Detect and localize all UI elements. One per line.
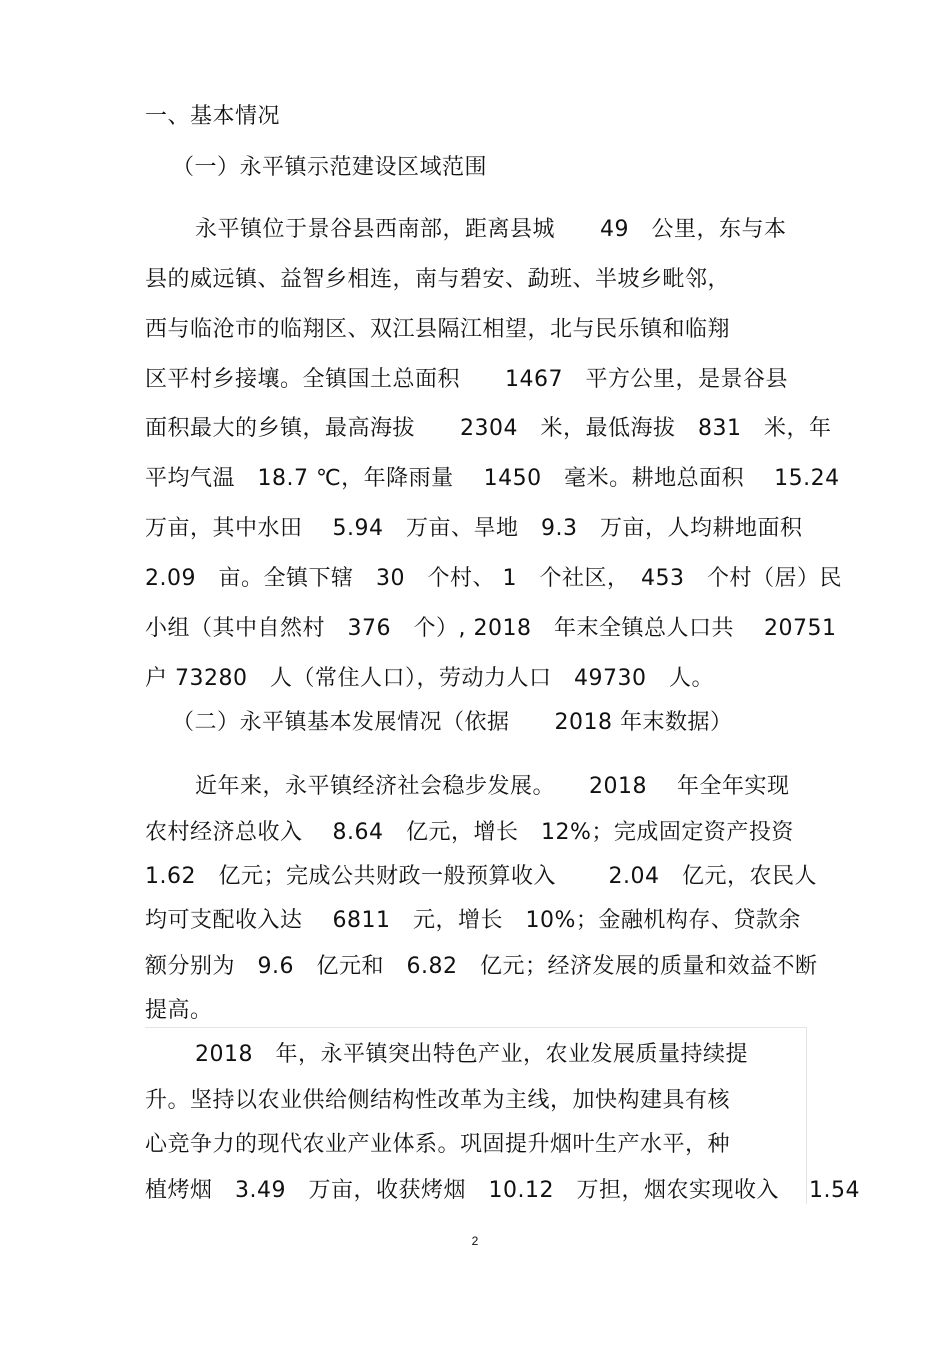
paragraph-line: 农村经济总收入 8.64 亿元，增长 12%；完成固定资产投资 (145, 820, 794, 845)
paragraph-line: 提高。 (145, 998, 213, 1023)
paragraph-line: 2.09 亩。全镇下辖 30 个村、 1 个社区， 453 个村（居）民 (145, 566, 842, 591)
subsection-title-2: （二）永平镇基本发展情况（依据 2018 年末数据） (172, 710, 733, 735)
paragraph-line: 额分别为 9.6 亿元和 6.82 亿元；经济发展的质量和效益不断 (145, 954, 818, 979)
paragraph-line: 万亩，其中水田 5.94 万亩、旱地 9.3 万亩，人均耕地面积 (145, 516, 803, 541)
paragraph-line: 均可支配收入达 6811 元，增长 10%；金融机构存、贷款余 (145, 908, 801, 933)
page-number: 2 (471, 1234, 479, 1248)
paragraph-line: 户 73280 人（常住人口），劳动力人口 49730 人。 (145, 666, 714, 691)
paragraph-line: 平均气温 18.7 ℃，年降雨量 1450 毫米。耕地总面积 15.24 (145, 466, 840, 491)
paragraph-line: 县的威远镇、益智乡相连，南与碧安、勐班、半坡乡毗邻， (145, 267, 731, 292)
paragraph-line: 升。坚持以农业供给侧结构性改革为主线，加快构建具有核 (145, 1088, 731, 1113)
paragraph-line: 1.62 亿元；完成公共财政一般预算收入 2.04 亿元，农民人 (145, 864, 817, 889)
paragraph-line: 区平村乡接壤。全镇国土总面积 1467 平方公里，是景谷县 (145, 367, 788, 392)
paragraph-line: 西与临沧市的临翔区、双江县隔江相望，北与民乐镇和临翔 (145, 317, 731, 342)
paragraph-line: 近年来，永平镇经济社会稳步发展。 2018 年全年实现 (195, 774, 790, 799)
paragraph-line: 植烤烟 3.49 万亩，收获烤烟 10.12 万担，烟农实现收入 1.54 (145, 1178, 860, 1203)
paragraph-line: 心竞争力的现代农业产业体系。巩固提升烟叶生产水平，种 (145, 1132, 731, 1157)
paragraph-line: 永平镇位于景谷县西南部，距离县城 49 公里，东与本 (195, 217, 787, 242)
paragraph-line: 面积最大的乡镇，最高海拔 2304 米，最低海拔 831 米，年 (145, 416, 832, 441)
subsection-title-1: （一）永平镇示范建设区域范围 (172, 155, 488, 180)
section-heading: 一、基本情况 (145, 104, 281, 129)
paragraph-line: 小组（其中自然村 376 个）, 2018 年末全镇总人口共 20751 (145, 616, 837, 641)
paragraph-line: 2018 年，永平镇突出特色产业，农业发展质量持续提 (195, 1042, 748, 1067)
